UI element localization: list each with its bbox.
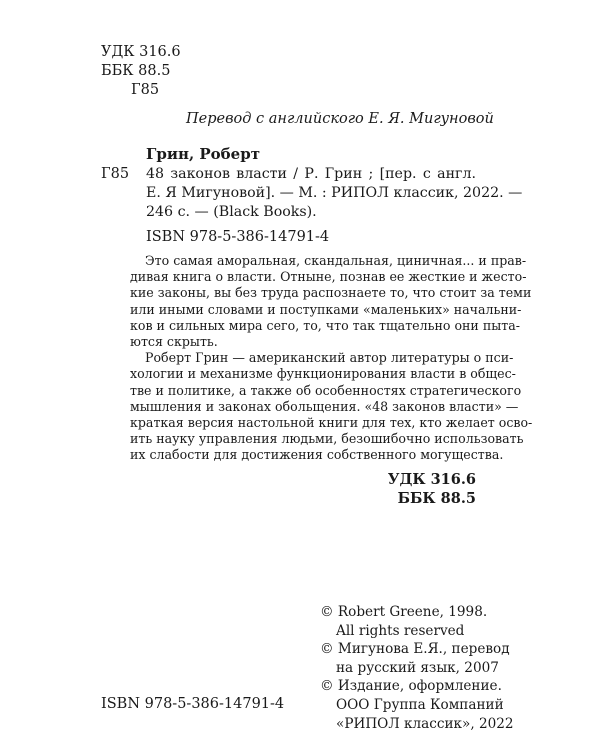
- author-heading: Грин, Роберт: [146, 145, 261, 163]
- copyright-line: © Издание, оформление.: [320, 678, 502, 695]
- abstract-line: ков и сильных мира сего, то, что так тщательно они пыта-: [130, 317, 520, 333]
- bbk-code-bottom: ББК 88.5: [397, 490, 476, 507]
- isbn-bottom: ISBN 978-5-386-14791-4: [101, 696, 285, 712]
- abstract-line: тве и политике, а также об особенностях стратегического: [130, 382, 522, 398]
- side-author-mark: Г85: [101, 166, 130, 182]
- copyright-line: © Мигунова Е.Я., перевод: [320, 641, 510, 658]
- top-classification-block: [101, 43, 181, 100]
- copyright-block: [320, 603, 514, 733]
- abstract-line: Роберт Грин — американский автор литературы о пси-: [145, 350, 514, 366]
- udk-code-bottom: УДК 316.6: [387, 471, 476, 488]
- abstract-line: ются скрыть.: [130, 333, 218, 349]
- author-mark: Г85: [131, 82, 160, 98]
- abstract-line: кие законы, вы без труда распознаете то, что стоит за теми: [130, 285, 532, 301]
- copyright-line: ООО Группа Компаний: [336, 696, 504, 713]
- copyright-line: All rights reserved: [336, 622, 465, 639]
- translation-note: Перевод с английского Е. Я. Мигуновой: [186, 111, 494, 127]
- bibliographic-description: [146, 165, 523, 222]
- abstract-line: ить науку управления людьми, безошибочно использовать: [130, 431, 524, 447]
- copyright-line: «РИПОЛ классик», 2022: [336, 715, 514, 732]
- copyright-line: на русский язык, 2007: [336, 659, 499, 676]
- biblio-line: Е. Я Мигуновой]. — М. : РИПОЛ классик, 2022. —: [146, 185, 523, 201]
- abstract-line: Это самая аморальная, скандальная, циничная... и прав-: [145, 253, 527, 268]
- bottom-classification-block: [388, 470, 476, 508]
- abstract-line: хологии и механизме функционирования власти в общес-: [130, 366, 516, 382]
- abstract-line: или иными словами и поступками «маленьких» начальни-: [130, 301, 522, 317]
- abstract-text: [130, 253, 533, 463]
- abstract-line: дивая книга о власти. Отныне, познав ее жесткие и жесто-: [130, 269, 527, 285]
- abstract-line: краткая версия настольной книги для тех, кто желает осво-: [130, 414, 533, 430]
- isbn-top: ISBN 978-5-386-14791-4: [146, 229, 330, 245]
- bbk-code: ББК 88.5: [101, 63, 171, 79]
- biblio-line: 246 с. — (Black Books).: [146, 204, 317, 220]
- copyright-line: © Robert Greene, 1998.: [320, 604, 488, 620]
- abstract-line: их слабости для достижения собственного могущества.: [130, 447, 504, 463]
- abstract-line: мышления и законах обольщения. «48 законов власти» —: [130, 398, 519, 414]
- biblio-line: 48 законов власти / Р. Грин ; [пер. с англ.: [146, 166, 476, 182]
- udk-code: УДК 316.6: [101, 44, 181, 60]
